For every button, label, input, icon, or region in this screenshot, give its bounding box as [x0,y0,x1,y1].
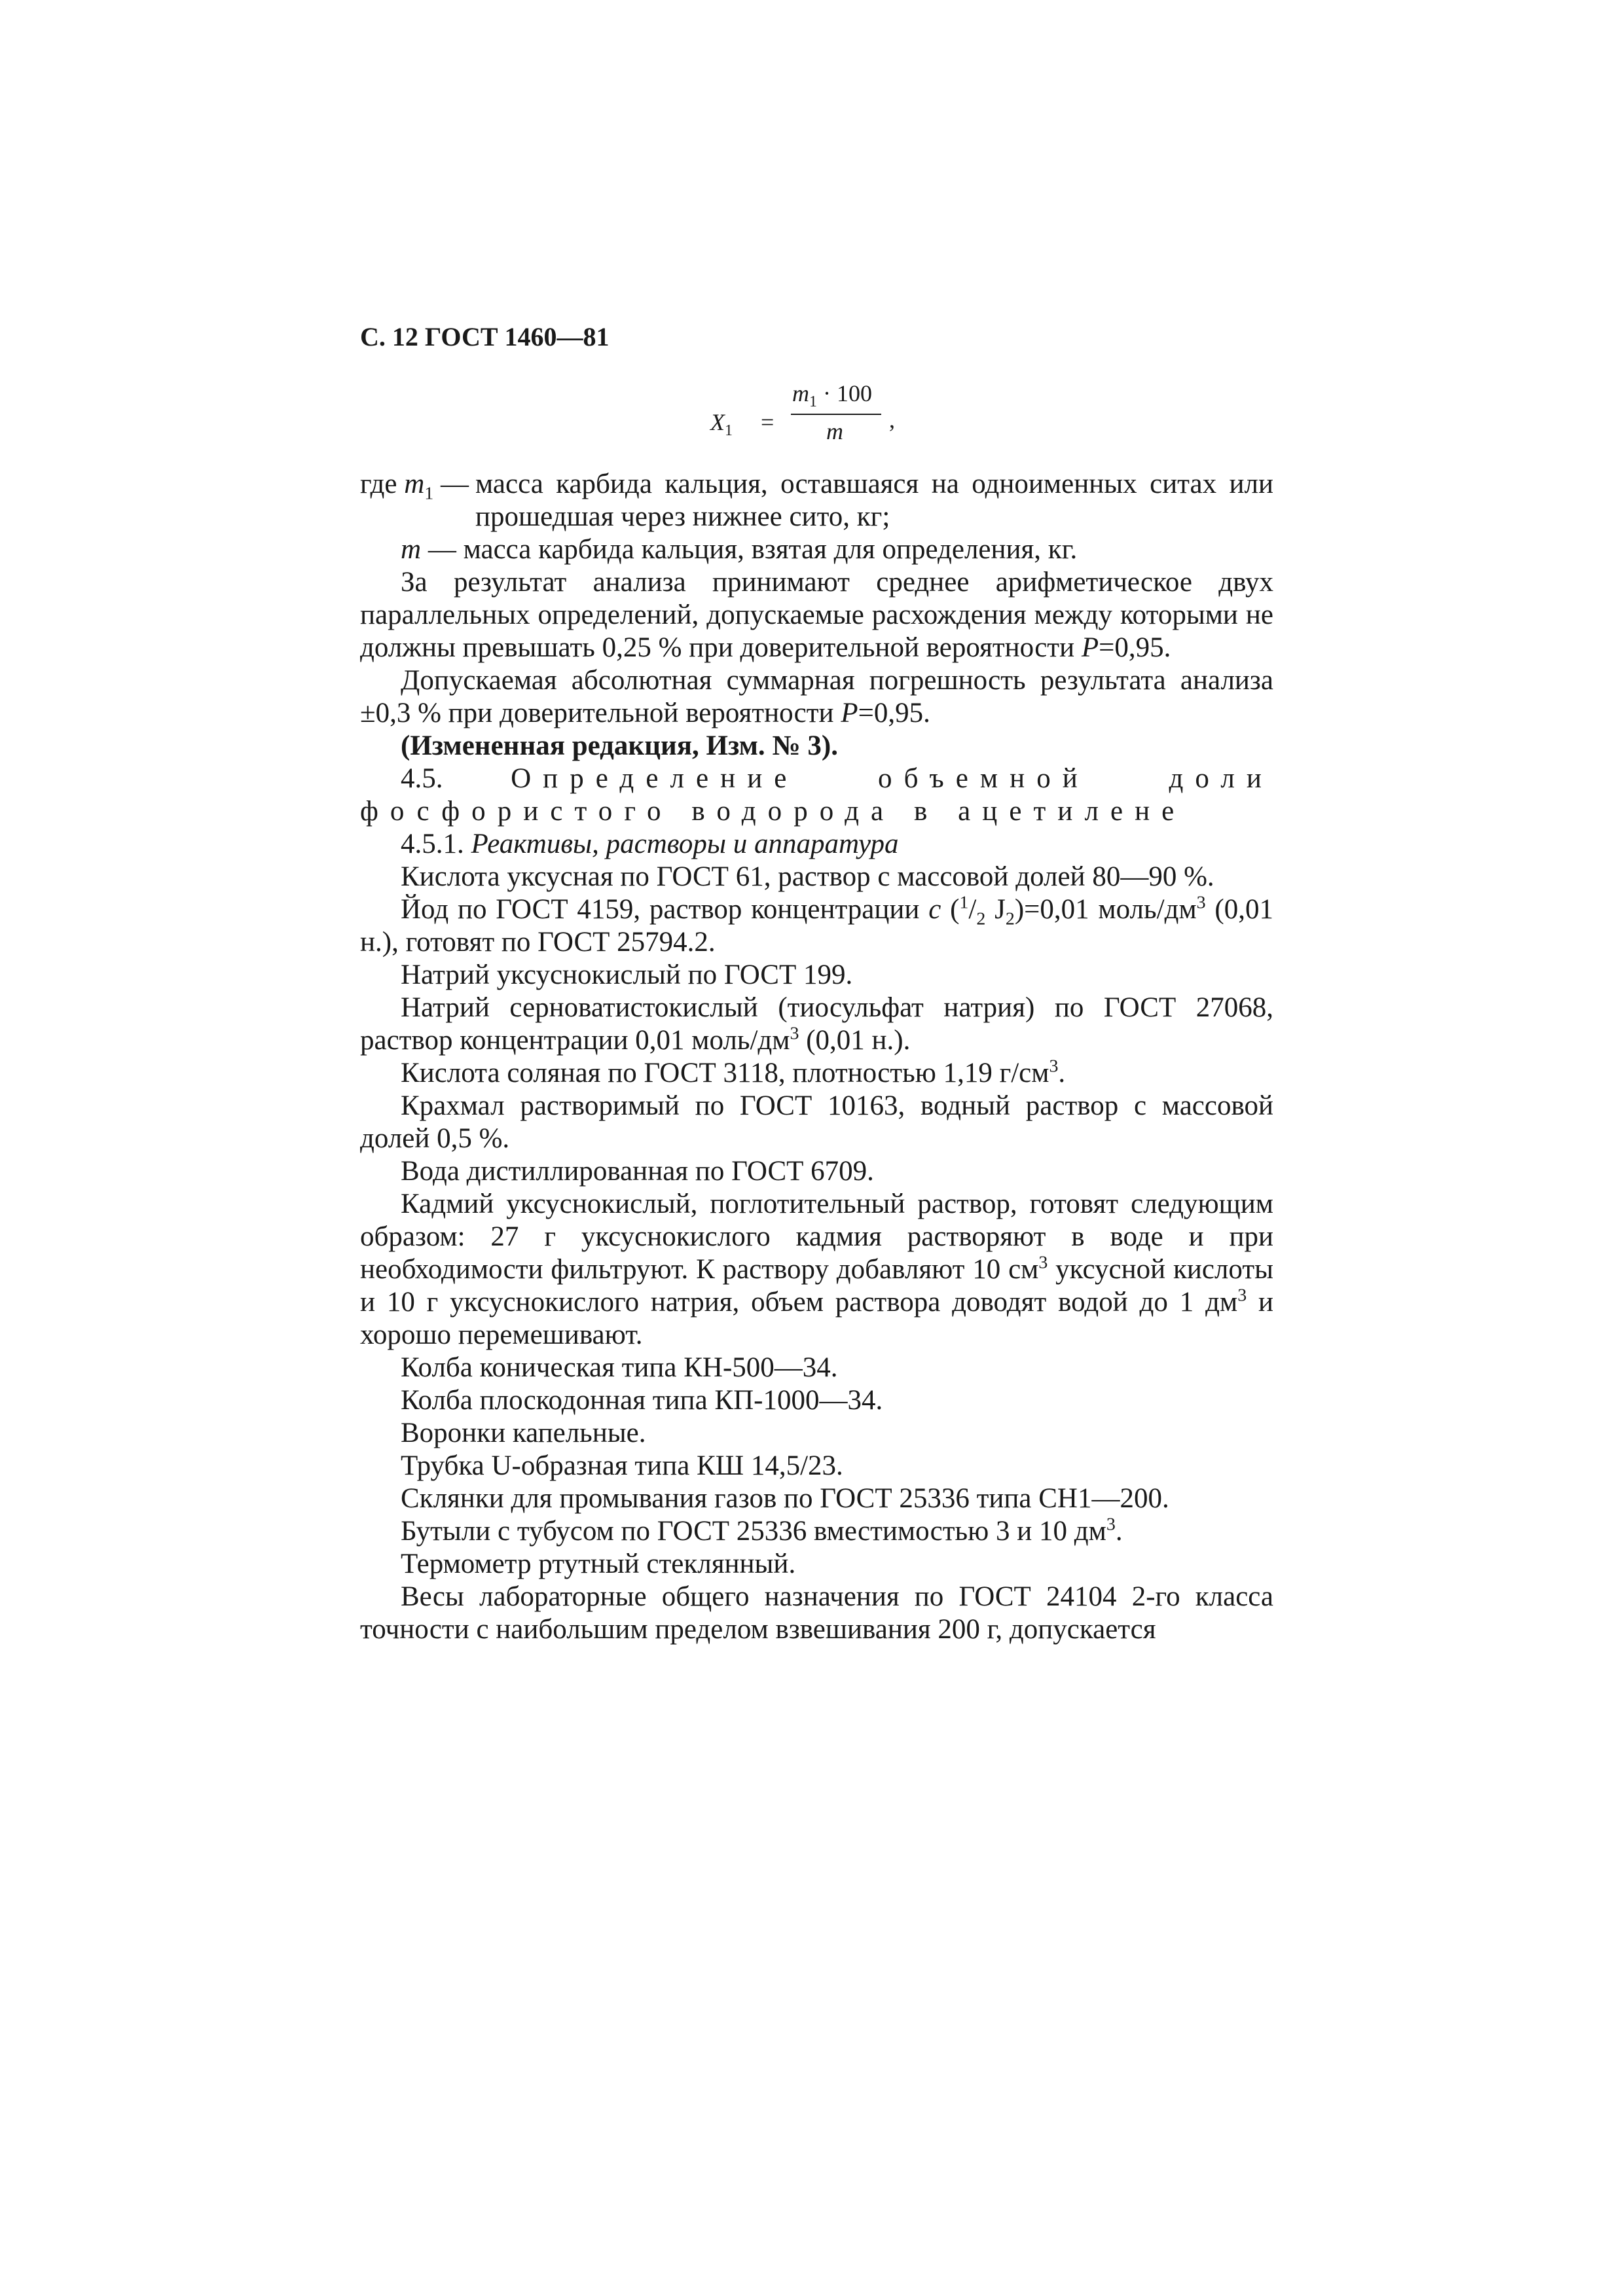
item-water: Вода дистиллированная по ГОСТ 6709. [401,1156,874,1187]
item-bottles: Бутыли с тубусом по ГОСТ 25336 вместимостью 3 и 10 $дм^3$. [401,1514,1123,1547]
fraction-bar [791,414,881,415]
section-4-5-heading: 4.5. Определение объемной доли фосфористого водорода в ацетилене [360,763,1274,827]
item-scales: Весы лабораторные общего назначения по ГОСТ 24104 2-го класса точности с наибольшим пределом взвешивания 200 г, допускается [360,1581,1273,1645]
formula-lhs: $X_1$ [710,409,733,440]
formula-numerator: $m_1 \cdot 100$ [792,380,872,411]
item-funnels: Воронки капельные. [401,1418,646,1448]
item-thiosulfate: Натрий серноватистокислый (тиосульфат натрия) по ГОСТ 27068, раствор концентрации 0,01 моль/$дм^3$ (0,01 н.). [360,992,1273,1056]
item-u-tube: Трубка U-образная типа КШ 14,5/23. [401,1450,843,1481]
item-wash-bottles: Склянки для промывания газов по ГОСТ 25336 типа СН1—200. [401,1483,1169,1514]
formula-equals: = [761,409,775,435]
item-sodium-acetate: Натрий уксуснокислый по ГОСТ 199. [401,960,853,990]
page-header: С. 12 ГОСТ 1460—81 [360,322,610,351]
item-starch: Крахмал растворимый по ГОСТ 10163, водный раствор с массовой долей 0,5 %. [360,1090,1273,1154]
item-flask-flat: Колба плоскодонная типа КП-1000—34. [401,1385,883,1416]
section-4-5-1-heading: 4.5.1. Реактивы, растворы и аппаратура [401,829,899,859]
where-m: m — масса карбида кальция, взятая для определения, кг. [401,534,1078,565]
document-page [360,321,1273,1646]
formula-x1 [360,380,1273,468]
item-thermometer: Термометр ртутный стеклянный. [401,1549,796,1579]
formula-comma: , [889,406,895,433]
item-hydrochloric-acid: Кислота соляная по ГОСТ 3118, плотностью 1,19 $г/см^3$. [401,1056,1066,1088]
error-paragraph: Допускаемая абсолютная суммарная погрешность результата анализа ±0,3 % при доверительной вероятности P=0,95. [360,665,1273,728]
item-acetic-acid: Кислота уксусная по ГОСТ 61, раствор с массовой долей 80—90 %. [401,861,1214,892]
body-text [360,468,1273,1646]
item-cadmium-acetate: Кадмий уксуснокислый, поглотительный раствор, готовят следующим образом: 27 г уксуснокислого кадмия растворяют в воде и при необходимости фильтруют. К раствору добавляют 10 $см^3$ уксусной кислоты и 10 г уксуснокислого натрия, объем раствора доводят водой до 1 $дм^3$ и хорошо перемешивают. [360,1189,1274,1350]
where-m1 [360,468,1273,533]
item-iodine: Йод по ГОСТ 4159, раствор концентрации c ($^1/_2$ $J_2)=0,01$ моль/$дм^3$ (0,01 н.), готовят по ГОСТ 25794.2. [360,892,1273,958]
formula-denominator: m [826,418,843,444]
item-flask-conical: Колба коническая типа КН-500—34. [401,1352,838,1383]
m1-definition: масса карбида кальция, оставшаяся на одноименных ситах или прошедшая через нижнее сито, кг; [475,469,1273,532]
result-paragraph: За результат анализа принимают среднее арифметическое двух параллельных определений, допускаемые расхождения между которыми не должны превышать 0,25 % при доверительной вероятности P=0,95. [360,567,1273,663]
revised-note: (Измененная редакция, Изм. № 3). [401,730,838,761]
where-label: где $m_1$ — [360,469,469,504]
